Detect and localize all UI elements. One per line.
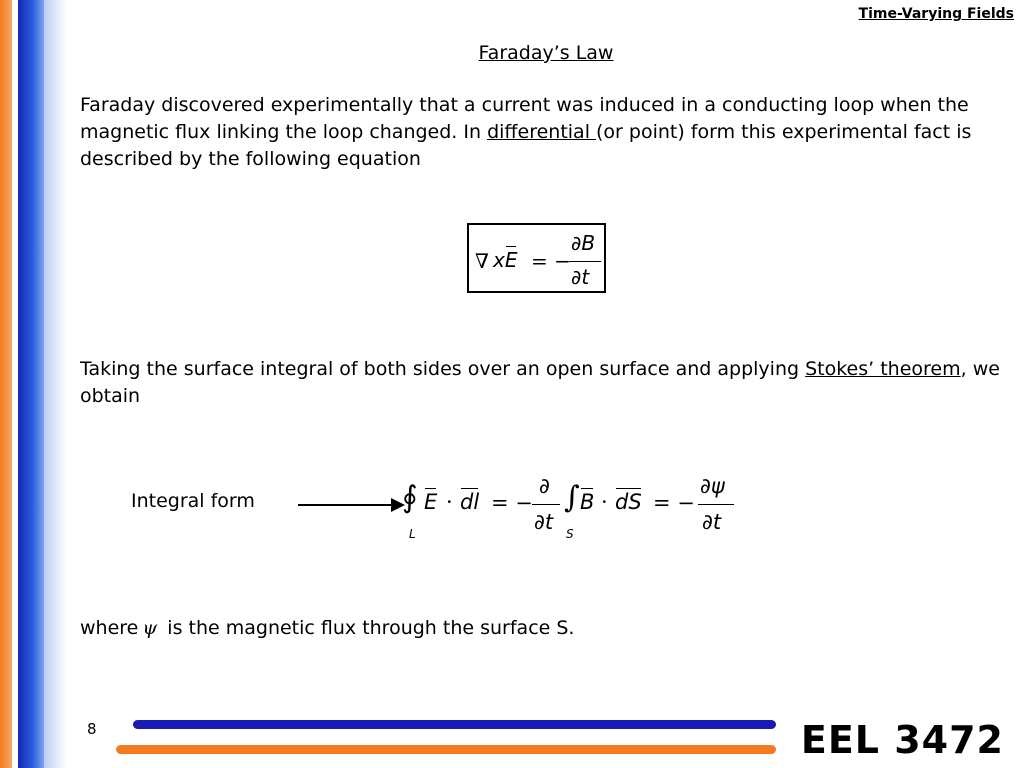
subscript-L: L	[409, 527, 416, 541]
footer-bar-blue	[133, 720, 776, 729]
left-stripe-orange	[0, 0, 12, 768]
numerator-dB: ∂B	[571, 231, 596, 255]
slide-title: Faraday’s Law	[478, 42, 614, 64]
course-code: EEL 3472	[800, 718, 1004, 762]
fraction-line	[569, 261, 601, 262]
paragraph-stokes-text-2: , we obtain	[80, 358, 1000, 407]
left-stripe-blue	[18, 0, 44, 768]
subscript-S: S	[566, 527, 574, 541]
paragraph-where-text-2: is the magnetic flux through the surface S.	[161, 617, 575, 639]
vector-B: B	[580, 490, 595, 514]
partial-t-denominator-1: ∂t	[534, 510, 554, 534]
equals-minus-1: = −	[491, 491, 533, 515]
equals-minus-2: = −	[653, 491, 695, 515]
left-stripe-fade	[44, 0, 66, 768]
vector-E: E	[504, 248, 518, 272]
paragraph-where-text-1: where	[80, 617, 139, 639]
fraction-line-2	[698, 504, 734, 505]
contour-integral-sign: ∮	[402, 480, 418, 515]
integral-form-label: Integral form	[131, 490, 255, 512]
paragraph-intro-text-1: Faraday discovered experimentally that a current was induced in a conducting loop when the magnetic flux linking the loop changed. In	[80, 94, 969, 143]
footer-bar-orange	[116, 745, 776, 754]
equals-minus: = −	[531, 249, 571, 273]
partial-t-denominator-2: ∂t	[702, 510, 722, 534]
header-title: Time-Varying Fields	[858, 6, 1014, 22]
paragraph-where	[80, 615, 1000, 642]
vector-dS: dS	[615, 490, 642, 514]
integral-equation	[400, 470, 740, 550]
curl-expression	[493, 248, 517, 272]
vector-dl: dl	[460, 490, 480, 514]
paragraph-stokes	[80, 356, 1000, 410]
surface-integral-sign: ∫	[564, 480, 580, 515]
fraction-line-1	[532, 504, 560, 505]
vector-E-integral: E	[424, 490, 438, 514]
dot-operator-1: ·	[446, 490, 453, 514]
differential-link-text: differential	[487, 121, 597, 143]
partial-psi-numerator: ∂ψ	[700, 474, 725, 498]
denominator-dt: ∂t	[571, 265, 590, 289]
partial-numerator: ∂	[539, 474, 550, 498]
nabla-symbol: ∇	[475, 249, 489, 273]
paragraph-intro	[80, 92, 1000, 173]
stokes-theorem-link-text: Stokes’ theorem	[805, 358, 961, 380]
psi-symbol: ψ	[142, 617, 158, 639]
arrow-shaft	[298, 504, 393, 506]
cross-x: x	[493, 248, 505, 272]
differential-equation-box	[467, 223, 606, 293]
page-number: 8	[87, 720, 97, 738]
paragraph-intro-text-2: (or point) form this experimental fact is described by the following equation	[80, 121, 972, 170]
dot-operator-2: ·	[601, 490, 608, 514]
paragraph-stokes-text-1: Taking the surface integral of both sides over an open surface and applying	[80, 358, 806, 380]
